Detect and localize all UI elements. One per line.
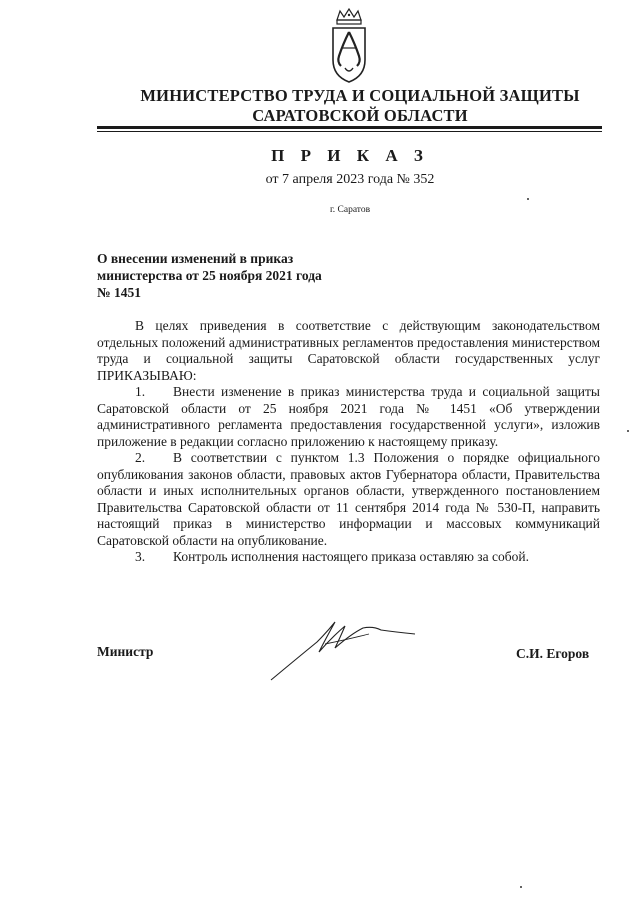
coat-of-arms-emblem [329,8,369,86]
ministry-line-1: МИНИСТЕРСТВО ТРУДА И СОЦИАЛЬНОЙ ЗАЩИТЫ [140,86,580,105]
item-number: 2. [135,450,146,465]
subject-line-2: министерства от 25 ноября 2021 года [97,268,322,283]
document-type: П Р И К А З [271,146,429,165]
handwritten-signature [265,612,425,684]
header-rule-thin [97,131,602,132]
document-date-number: от 7 апреля 2023 года № 352 [265,172,435,187]
header-rule-thick [97,126,602,129]
document-city: г. Саратов [329,205,371,215]
item-text: Контроль исполнения настоящего приказа оставляю за собой. [173,549,529,564]
signer-name: С.И. Егоров [516,646,590,661]
item-text: В соответствии с пунктом 1.3 Положения о порядке официального опубликования законов области, правовых актов Губернатора области, Правительства области и иных исполнительных органов области, утвержденного постановлением Правительства Саратовской области от 11 сентября 2014 года № 530-П, направить настоящий приказ в министерство информации и массовых коммуникаций Саратовской области на опубликование. [97,450,600,548]
signer-title: Министр [97,644,154,659]
scan-speck [527,198,529,200]
scan-speck [520,886,522,888]
document-subject [97,250,427,301]
numbered-item-1 [97,384,600,450]
subject-line-3: № 1451 [97,285,141,300]
scan-speck [627,430,629,432]
ministry-line-2: САРАТОВСКОЙ ОБЛАСТИ [252,106,468,125]
document-body [97,318,600,566]
numbered-item-3 [97,549,600,566]
numbered-item-2 [97,450,600,549]
ministry-heading [60,86,640,126]
item-number: 1. [135,384,146,399]
item-text: Внести изменение в приказ министерства труда и социальной защиты Саратовской области от 25 ноября 2021 года № 1451 «Об утверждении административного регламента предоставления государственной услуги», изложив приложение в редакции согласно приложению к настоящему приказу. [97,384,600,449]
preamble-paragraph: В целях приведения в соответствие с действующим законодательством отдельных положений административных регламентов предоставления министерством труда и социальной защиты Саратовской области государственных услуг ПРИКАЗЫВАЮ: [97,318,600,383]
subject-line-1: О внесении изменений в приказ [97,251,294,266]
item-number: 3. [135,549,146,564]
